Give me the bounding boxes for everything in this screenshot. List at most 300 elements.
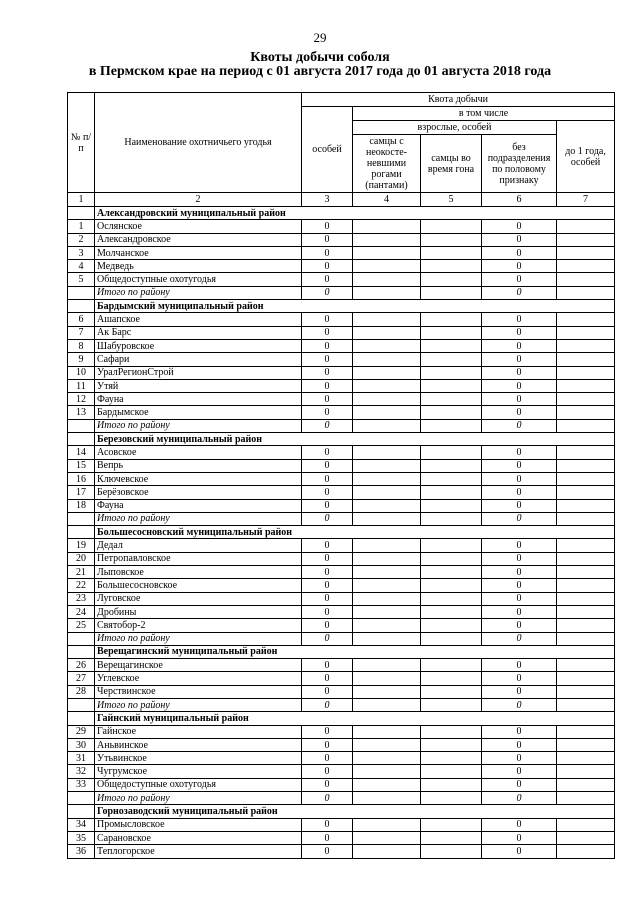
header-num: № п/п [68,93,95,193]
header-quota: Квота добычи [302,93,615,107]
total-label: Итого по району [95,792,302,805]
cell-name: Углевское [95,672,302,685]
cell-num: 35 [68,831,95,844]
cell-name: Ашапское [95,313,302,326]
cell-total: 0 [302,632,353,645]
table-row [68,552,615,565]
cell-total: 0 [302,260,353,273]
cell-males-antlers [353,499,421,512]
title-line-1: Квоты добычи соболя [250,50,390,65]
cell-males-antlers [353,393,421,406]
total-row [68,792,615,805]
cell-num: 27 [68,672,95,685]
cell-males-rut [421,818,482,831]
table-row [68,326,615,339]
cell-num: 15 [68,459,95,472]
cell-num [68,300,95,313]
cell-name: Бардымское [95,406,302,419]
table-row [68,393,615,406]
district-name: Александровский муниципальный район [95,207,615,220]
header-males-antlers: самцы с неокосте-невшими рогами (пантами) [353,135,421,193]
cell-males-rut [421,313,482,326]
total-label: Итого по району [95,698,302,711]
cell-males-rut [421,698,482,711]
cell-under1 [557,672,615,685]
table-row [68,685,615,698]
cell-males-rut [421,566,482,579]
cell-no-sex: 0 [482,313,557,326]
table-body [68,207,615,859]
cell-no-sex: 0 [482,233,557,246]
cell-num [68,632,95,645]
cell-under1 [557,499,615,512]
cell-males-rut [421,379,482,392]
cell-name: Общедоступные охотугодья [95,273,302,286]
cell-no-sex: 0 [482,406,557,419]
col-number: 4 [353,193,421,207]
district-row [68,805,615,818]
cell-num [68,805,95,818]
cell-males-antlers [353,366,421,379]
cell-name: Фауна [95,499,302,512]
cell-num [68,698,95,711]
cell-no-sex: 0 [482,539,557,552]
district-name: Гайнский муниципальный район [95,712,615,725]
cell-name: Молчанское [95,246,302,259]
cell-under1 [557,539,615,552]
header-adults: взрослые, особей [353,121,557,135]
cell-under1 [557,273,615,286]
cell-males-antlers [353,579,421,592]
cell-males-rut [421,579,482,592]
cell-num: 22 [68,579,95,592]
cell-males-antlers [353,472,421,485]
cell-no-sex: 0 [482,632,557,645]
cell-under1 [557,659,615,672]
table-row [68,818,615,831]
cell-under1 [557,845,615,858]
cell-males-rut [421,725,482,738]
cell-males-rut [421,539,482,552]
district-row [68,645,615,658]
cell-total: 0 [302,512,353,525]
cell-males-antlers [353,326,421,339]
cell-name: Шабуровское [95,339,302,352]
cell-num: 36 [68,845,95,858]
table-row [68,725,615,738]
cell-name: Александровское [95,233,302,246]
cell-no-sex: 0 [482,698,557,711]
cell-name: Дедал [95,539,302,552]
col-number: 6 [482,193,557,207]
table-row [68,539,615,552]
cell-no-sex: 0 [482,393,557,406]
cell-under1 [557,512,615,525]
cell-name: Аньвинское [95,738,302,751]
cell-no-sex: 0 [482,459,557,472]
cell-no-sex: 0 [482,353,557,366]
table-header [68,93,615,207]
cell-males-rut [421,393,482,406]
cell-name: УралРегионСтрой [95,366,302,379]
cell-num: 26 [68,659,95,672]
cell-males-rut [421,765,482,778]
cell-males-antlers [353,845,421,858]
district-row [68,433,615,446]
cell-no-sex: 0 [482,831,557,844]
cell-males-antlers [353,765,421,778]
table-row [68,366,615,379]
table-row [68,273,615,286]
cell-total: 0 [302,818,353,831]
cell-males-antlers [353,486,421,499]
cell-num: 8 [68,339,95,352]
cell-males-antlers [353,286,421,299]
col-number: 3 [302,193,353,207]
table-row [68,353,615,366]
cell-males-rut [421,659,482,672]
cell-males-rut [421,605,482,618]
cell-total: 0 [302,566,353,579]
cell-name: Петропавловское [95,552,302,565]
cell-name: Медведь [95,260,302,273]
cell-name: Гайнское [95,725,302,738]
cell-name: Вепрь [95,459,302,472]
cell-males-rut [421,472,482,485]
cell-name: Теплогорское [95,845,302,858]
col-number: 7 [557,193,615,207]
cell-no-sex: 0 [482,725,557,738]
cell-males-rut [421,406,482,419]
cell-no-sex: 0 [482,659,557,672]
cell-total: 0 [302,765,353,778]
cell-num [68,526,95,539]
cell-total: 0 [302,313,353,326]
table-row [68,472,615,485]
cell-name: Чугрумское [95,765,302,778]
cell-under1 [557,220,615,233]
district-name: Березовский муниципальный район [95,433,615,446]
district-name: Бардымский муниципальный район [95,300,615,313]
cell-males-antlers [353,659,421,672]
cell-males-antlers [353,619,421,632]
table-row [68,446,615,459]
col-number: 5 [421,193,482,207]
total-label: Итого по району [95,419,302,432]
cell-num: 25 [68,619,95,632]
cell-males-rut [421,632,482,645]
cell-no-sex: 0 [482,512,557,525]
cell-num: 24 [68,605,95,618]
cell-name: Берёзовское [95,486,302,499]
cell-under1 [557,818,615,831]
table-row [68,738,615,751]
cell-males-antlers [353,539,421,552]
cell-no-sex: 0 [482,765,557,778]
table-row [68,260,615,273]
cell-under1 [557,286,615,299]
cell-num: 7 [68,326,95,339]
table-row [68,339,615,352]
cell-num [68,207,95,220]
cell-total: 0 [302,286,353,299]
table-row [68,765,615,778]
cell-males-antlers [353,246,421,259]
cell-total: 0 [302,752,353,765]
cell-no-sex: 0 [482,472,557,485]
cell-males-antlers [353,672,421,685]
cell-males-antlers [353,605,421,618]
cell-under1 [557,313,615,326]
cell-num: 13 [68,406,95,419]
table-row [68,566,615,579]
cell-males-antlers [353,552,421,565]
cell-males-antlers [353,685,421,698]
cell-males-rut [421,499,482,512]
cell-under1 [557,552,615,565]
cell-males-antlers [353,419,421,432]
cell-no-sex: 0 [482,566,557,579]
cell-males-rut [421,339,482,352]
cell-males-antlers [353,313,421,326]
cell-under1 [557,459,615,472]
cell-num: 2 [68,233,95,246]
district-name: Большесосновский муниципальный район [95,526,615,539]
cell-males-antlers [353,698,421,711]
table-row [68,459,615,472]
cell-total: 0 [302,326,353,339]
cell-num: 14 [68,446,95,459]
cell-males-rut [421,685,482,698]
cell-no-sex: 0 [482,486,557,499]
cell-under1 [557,619,615,632]
cell-males-antlers [353,792,421,805]
cell-males-antlers [353,752,421,765]
cell-males-rut [421,845,482,858]
cell-under1 [557,446,615,459]
cell-total: 0 [302,738,353,751]
cell-num: 3 [68,246,95,259]
cell-males-rut [421,752,482,765]
cell-no-sex: 0 [482,672,557,685]
cell-males-antlers [353,379,421,392]
cell-males-rut [421,552,482,565]
cell-num: 30 [68,738,95,751]
cell-total: 0 [302,499,353,512]
title-line-2: в Пермском крае на период с 01 августа 2017 года до 01 августа 2018 года [88,64,552,79]
cell-males-rut [421,738,482,751]
table-row [68,579,615,592]
cell-males-antlers [353,512,421,525]
cell-num: 21 [68,566,95,579]
total-row [68,286,615,299]
table-row [68,220,615,233]
cell-under1 [557,725,615,738]
cell-name: Луговское [95,592,302,605]
cell-males-antlers [353,778,421,791]
cell-num: 4 [68,260,95,273]
cell-males-antlers [353,632,421,645]
table-row [68,831,615,844]
cell-num: 1 [68,220,95,233]
total-label: Итого по району [95,632,302,645]
cell-under1 [557,765,615,778]
cell-total: 0 [302,339,353,352]
cell-name: Черствинское [95,685,302,698]
cell-no-sex: 0 [482,286,557,299]
cell-under1 [557,366,615,379]
cell-under1 [557,632,615,645]
cell-under1 [557,419,615,432]
cell-males-rut [421,246,482,259]
cell-num: 20 [68,552,95,565]
cell-males-antlers [353,725,421,738]
cell-males-antlers [353,260,421,273]
cell-no-sex: 0 [482,446,557,459]
cell-num: 17 [68,486,95,499]
table-row [68,619,615,632]
cell-under1 [557,406,615,419]
col-number: 1 [68,193,95,207]
cell-num [68,645,95,658]
cell-name: Верещагинское [95,659,302,672]
table-row [68,313,615,326]
cell-name: Дробины [95,605,302,618]
cell-males-antlers [353,353,421,366]
cell-total: 0 [302,698,353,711]
cell-no-sex: 0 [482,579,557,592]
cell-name: Святобор-2 [95,619,302,632]
cell-total: 0 [302,619,353,632]
cell-no-sex: 0 [482,605,557,618]
cell-no-sex: 0 [482,246,557,259]
cell-total: 0 [302,246,353,259]
cell-name: Общедоступные охотугодья [95,778,302,791]
cell-total: 0 [302,353,353,366]
table-row [68,778,615,791]
cell-num: 19 [68,539,95,552]
cell-under1 [557,472,615,485]
cell-under1 [557,605,615,618]
cell-num: 31 [68,752,95,765]
cell-under1 [557,579,615,592]
cell-no-sex: 0 [482,366,557,379]
cell-total: 0 [302,792,353,805]
cell-total: 0 [302,778,353,791]
cell-no-sex: 0 [482,778,557,791]
table-row [68,406,615,419]
cell-total: 0 [302,725,353,738]
cell-total: 0 [302,393,353,406]
cell-num: 9 [68,353,95,366]
cell-no-sex: 0 [482,752,557,765]
district-name: Верещагинский муниципальный район [95,645,615,658]
cell-num: 28 [68,685,95,698]
cell-males-antlers [353,738,421,751]
cell-no-sex: 0 [482,419,557,432]
header-total: особей [302,107,353,193]
cell-no-sex: 0 [482,273,557,286]
cell-males-rut [421,326,482,339]
cell-num: 18 [68,499,95,512]
district-row [68,207,615,220]
cell-males-rut [421,831,482,844]
cell-num [68,419,95,432]
table-row [68,233,615,246]
cell-no-sex: 0 [482,592,557,605]
header-males-rut: самцы во время гона [421,135,482,193]
cell-under1 [557,339,615,352]
cell-name: Асовское [95,446,302,459]
cell-total: 0 [302,472,353,485]
header-under1: до 1 года, особей [557,121,615,193]
column-numbers-row [68,193,615,207]
cell-total: 0 [302,845,353,858]
col-number: 2 [95,193,302,207]
table-row [68,486,615,499]
table-row [68,499,615,512]
cell-under1 [557,778,615,791]
cell-total: 0 [302,273,353,286]
cell-num: 23 [68,592,95,605]
cell-under1 [557,393,615,406]
header-including: в том числе [353,107,615,121]
cell-total: 0 [302,831,353,844]
cell-under1 [557,260,615,273]
cell-males-rut [421,792,482,805]
cell-under1 [557,592,615,605]
cell-num: 5 [68,273,95,286]
cell-males-rut [421,286,482,299]
cell-males-rut [421,486,482,499]
cell-males-antlers [353,446,421,459]
table-row [68,246,615,259]
cell-no-sex: 0 [482,220,557,233]
cell-total: 0 [302,685,353,698]
cell-males-antlers [353,566,421,579]
district-name: Горнозаводский муниципальный район [95,805,615,818]
cell-num: 16 [68,472,95,485]
cell-males-antlers [353,831,421,844]
total-label: Итого по району [95,512,302,525]
cell-total: 0 [302,605,353,618]
cell-under1 [557,698,615,711]
cell-males-rut [421,778,482,791]
table-row [68,592,615,605]
cell-total: 0 [302,459,353,472]
cell-males-rut [421,512,482,525]
cell-num [68,712,95,725]
cell-num: 10 [68,366,95,379]
cell-males-rut [421,233,482,246]
cell-total: 0 [302,379,353,392]
district-row [68,526,615,539]
cell-males-rut [421,619,482,632]
cell-name: Фауна [95,393,302,406]
cell-num: 29 [68,725,95,738]
cell-males-rut [421,353,482,366]
cell-num: 6 [68,313,95,326]
cell-num [68,792,95,805]
cell-under1 [557,353,615,366]
cell-males-rut [421,260,482,273]
cell-num: 33 [68,778,95,791]
cell-no-sex: 0 [482,326,557,339]
cell-name: Промысловское [95,818,302,831]
cell-males-rut [421,592,482,605]
page-number: 29 [313,30,327,45]
cell-under1 [557,379,615,392]
